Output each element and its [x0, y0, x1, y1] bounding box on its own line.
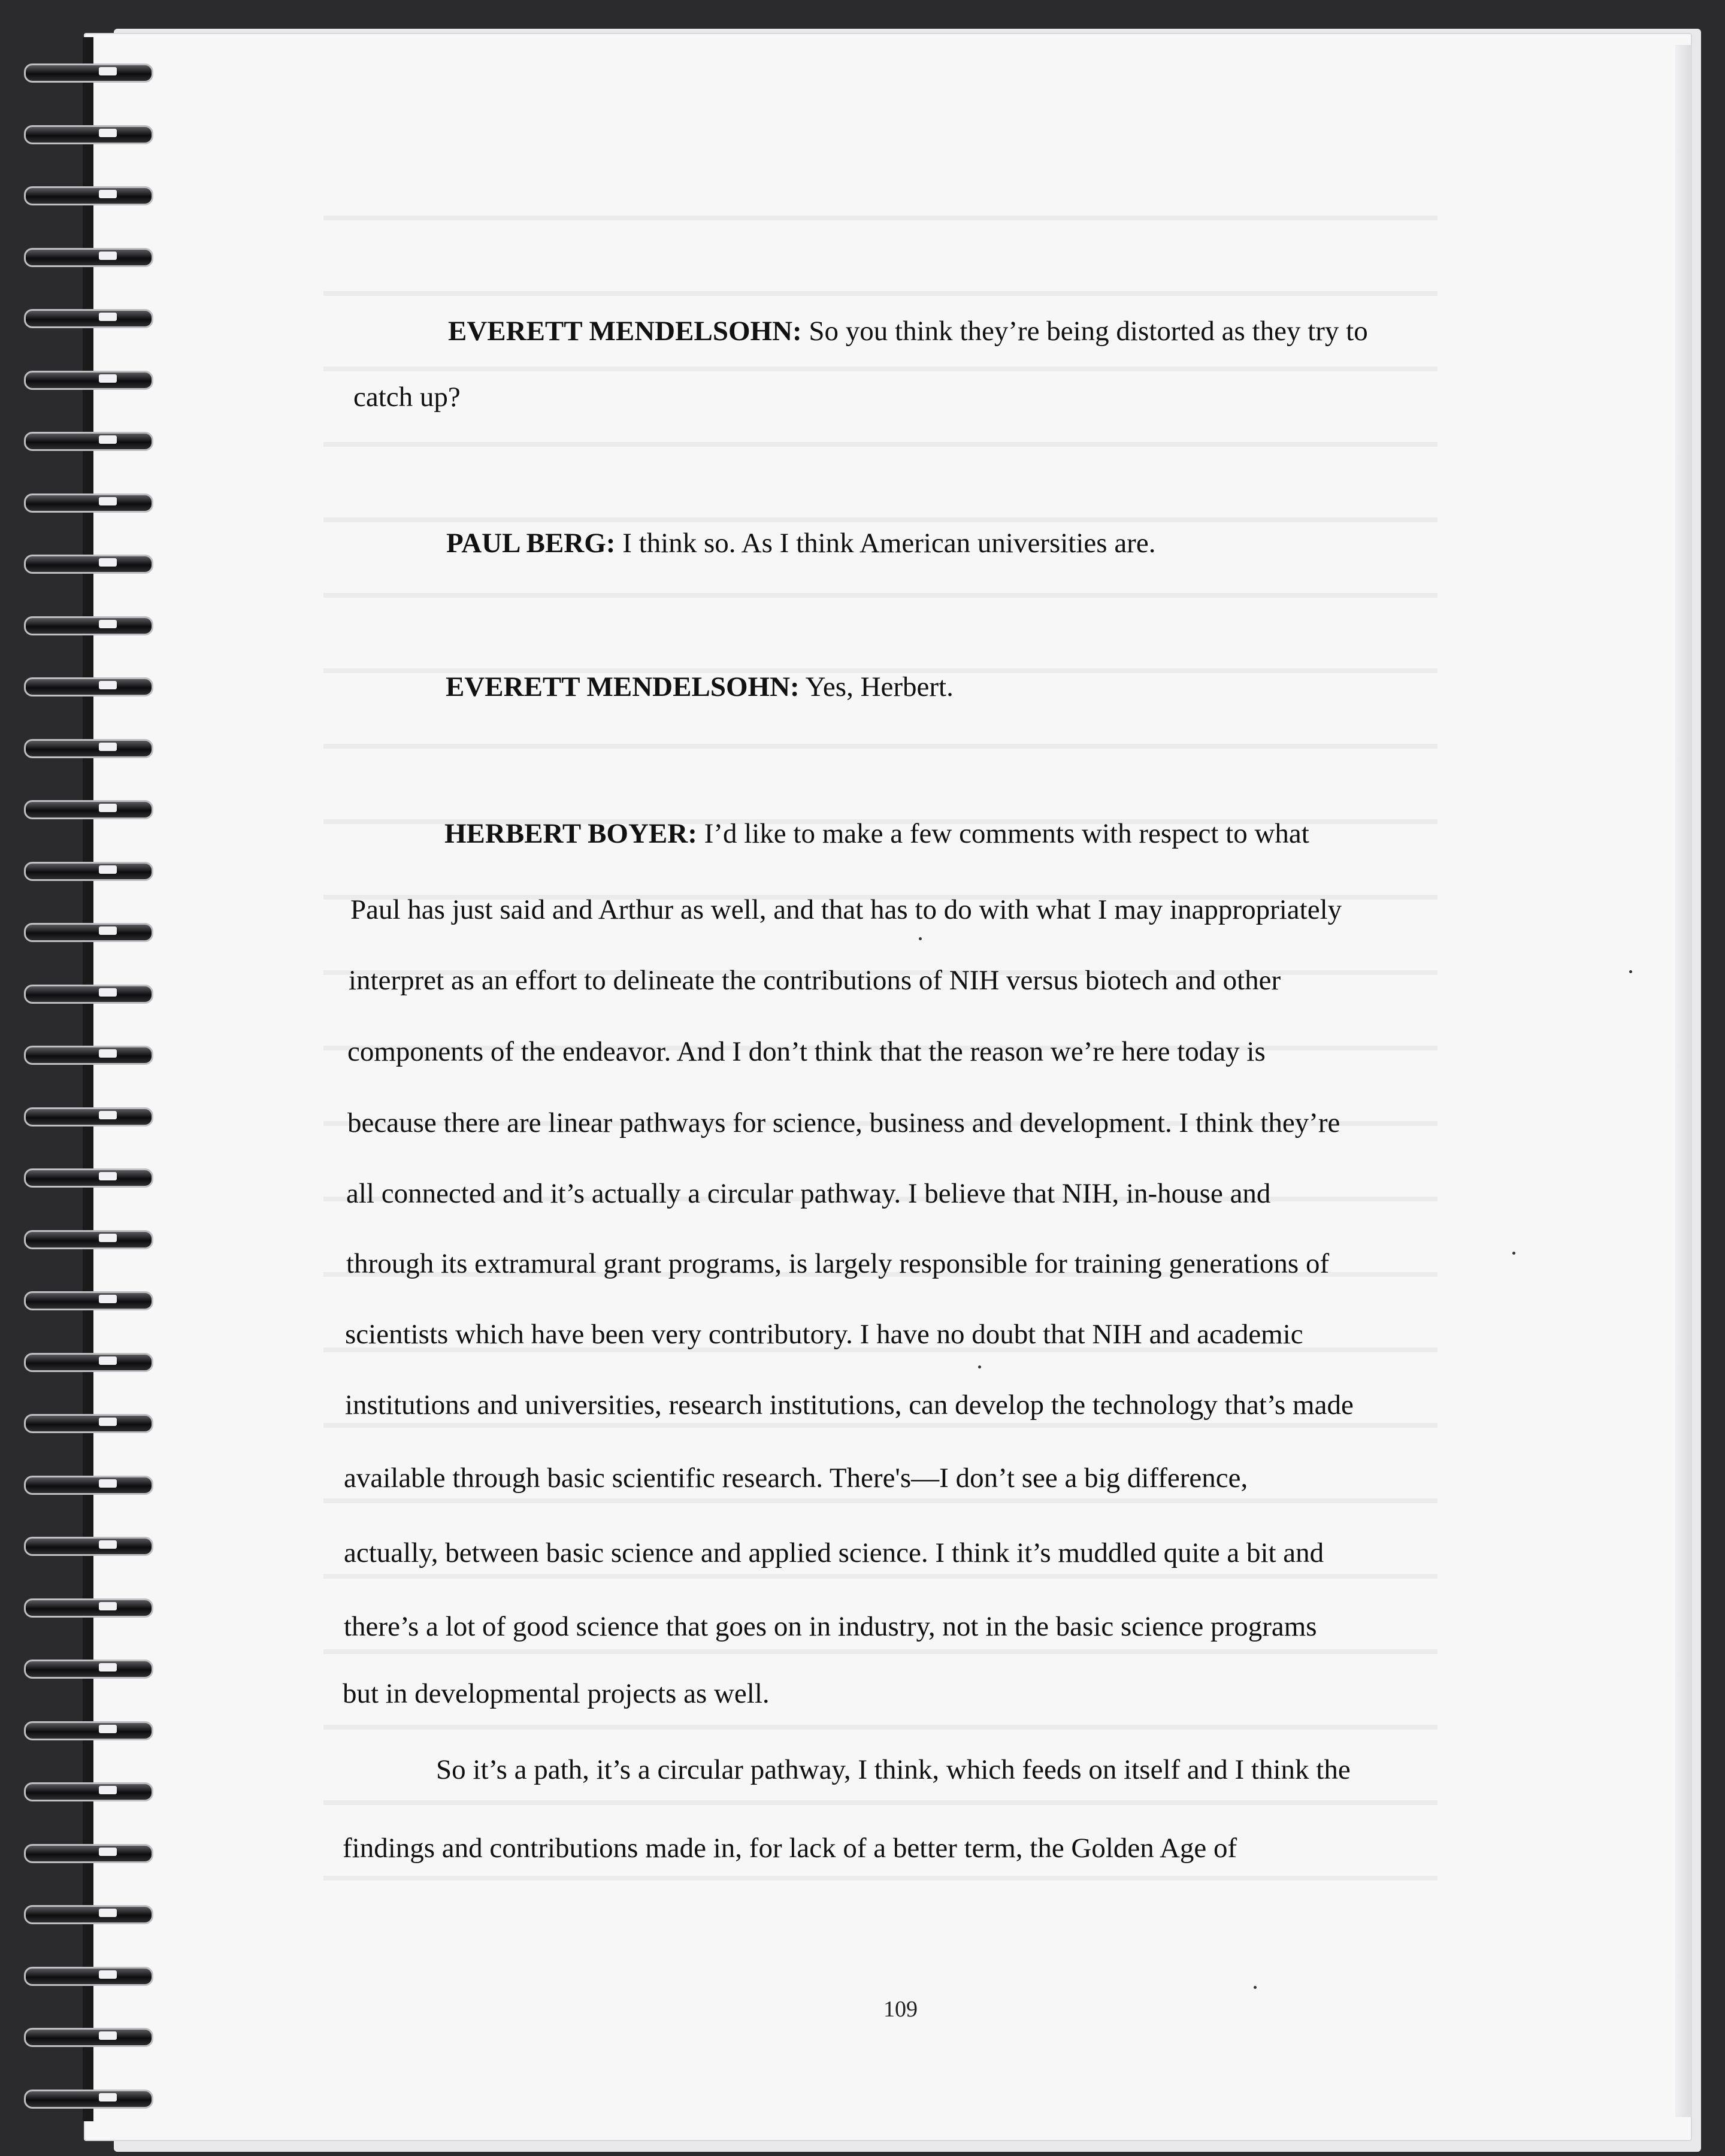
transcript-line [448, 317, 1368, 346]
speech-text: Yes, Herbert. [799, 671, 954, 702]
transcript-line: through its extramural grant programs, is largely responsible for training generations of [346, 1248, 1330, 1279]
page-number: 109 [883, 1997, 918, 2022]
transcript-line: catch up? [353, 381, 461, 413]
paper-speck [978, 1365, 981, 1368]
transcript-line: actually, between basic science and applied science. I think it’s muddled quite a bit and [344, 1537, 1324, 1568]
speech-text: So you think they’re being distorted as they try to [801, 316, 1368, 347]
speaker-name: EVERETT MENDELSOHN: [446, 671, 800, 702]
transcript-line: institutions and universities, research institutions, can develop the technology that’s made [345, 1389, 1354, 1421]
transcript-line [444, 820, 1309, 848]
transcript-line: Paul has just said and Arthur as well, and that has to do with what I may inappropriately [350, 894, 1342, 925]
paper-speck [1629, 970, 1632, 973]
transcript-line: scientists which have been very contributory. I have no doubt that NIH and academic [345, 1319, 1303, 1350]
speaker-name: PAUL BERG: [446, 528, 616, 559]
transcript-line [446, 673, 954, 701]
transcript-line: findings and contributions made in, for lack of a better term, the Golden Age of [343, 1833, 1237, 1864]
paper-speck [919, 937, 922, 940]
transcript-line: components of the endeavor. And I don’t think that the reason we’re here today is [347, 1036, 1266, 1067]
speech-text: I think so. As I think American universities are. [615, 528, 1156, 559]
speaker-name: EVERETT MENDELSOHN: [448, 316, 802, 347]
paper-speck [1254, 1986, 1257, 1989]
paper-speck [1512, 1252, 1515, 1255]
transcript-line [446, 529, 1155, 558]
transcript-line: all connected and it’s actually a circular pathway. I believe that NIH, in-house and [346, 1178, 1271, 1209]
speech-text: I’d like to make a few comments with respect to what [697, 818, 1309, 849]
transcript-line: So it’s a path, it’s a circular pathway, I think, which feeds on itself and I think the [436, 1754, 1351, 1785]
speaker-name: HERBERT BOYER: [444, 818, 697, 849]
transcript-line: because there are linear pathways for science, business and development. I think they’re [347, 1107, 1340, 1138]
transcript-line: but in developmental projects as well. [343, 1678, 770, 1709]
transcript-line: available through basic scientific research. There's—I don’t see a big difference, [344, 1462, 1248, 1494]
transcript-line: there’s a lot of good science that goes on in industry, not in the basic science programs [344, 1611, 1317, 1642]
transcript-line: interpret as an effort to delineate the contributions of NIH versus biotech and other [349, 965, 1281, 996]
